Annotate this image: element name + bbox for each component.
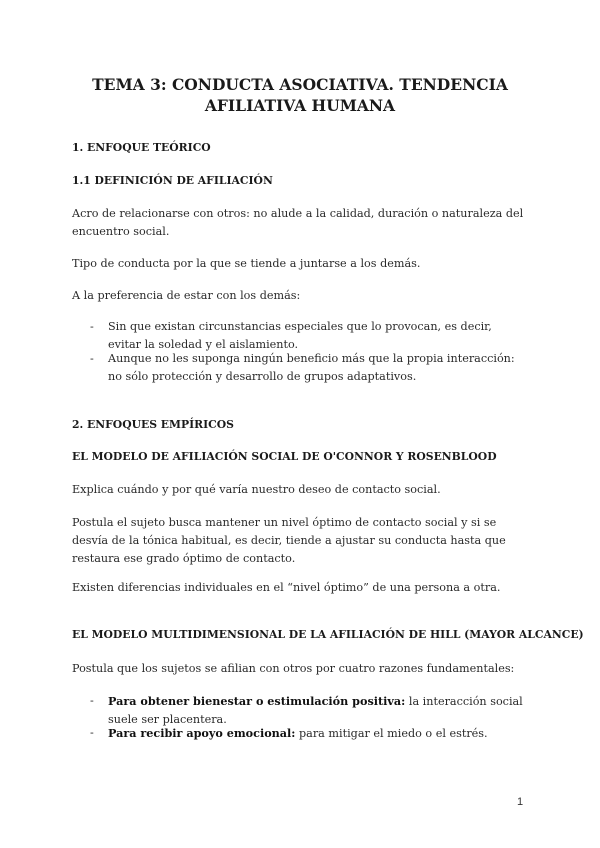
paragraph-modelo1-2: Postula el sujeto busca mantener un nivel óptimo de contacto social y si se desvía de la tónica habitual, es decir, tiende a ajustar su conducta hasta que restaura ese grado óptimo de contacto. xyxy=(72,516,506,565)
model-heading-hill: EL MODELO MULTIDIMENSIONAL DE LA AFILIACIÓN DE HILL (MAYOR ALCANCE) xyxy=(72,628,584,641)
paragraph-modelo1-1: Explica cuándo y por qué varía nuestro deseo de contacto social. xyxy=(72,483,441,496)
list-bullet: - xyxy=(90,726,94,739)
list-bullet: - xyxy=(90,694,94,707)
section-heading-enfoques-empiricos: 2. ENFOQUES EMPÍRICOS xyxy=(72,418,234,431)
list-item: Sin que existan circunstancias especiales que lo provocan, es decir, evitar la soledad y el aislamiento. xyxy=(108,320,492,351)
paragraph-definicion-3: A la preferencia de estar con los demás: xyxy=(72,289,301,302)
paragraph-modelo1-3: Existen diferencias individuales en el “nivel óptimo” de una persona a otra. xyxy=(72,581,501,594)
list-bullet: - xyxy=(90,352,94,365)
model-heading-oconnor: EL MODELO DE AFILIACIÓN SOCIAL DE O'CONNOR Y ROSENBLOOD xyxy=(72,450,497,463)
paragraph-definicion-1: Acro de relacionarse con otros: no alude a la calidad, duración o naturaleza del encuentro social. xyxy=(72,207,524,238)
list-item: Aunque no les suponga ningún beneficio más que la propia interacción: no sólo protección y desarrollo de grupos adaptativos. xyxy=(108,352,515,383)
page-number: 1 xyxy=(517,796,524,808)
list-item-text: para mitigar el miedo o el estrés. xyxy=(295,727,488,740)
list-item-text: la interacción social suele ser placentera. xyxy=(108,695,523,726)
paragraph-definicion-2: Tipo de conducta por la que se tiende a juntarse a los demás. xyxy=(72,257,421,270)
list-bullet: - xyxy=(90,320,94,333)
paragraph-modelo2-1: Postula que los sujetos se afilian con otros por cuatro razones fundamentales: xyxy=(72,662,515,675)
list-item xyxy=(108,724,528,743)
section-heading-enfoque-teorico: 1. ENFOQUE TEÓRICO xyxy=(72,141,211,154)
list-item-bold: Para recibir apoyo emocional: xyxy=(108,726,296,740)
subsection-heading-definicion: 1.1 DEFINICIÓN DE AFILIACIÓN xyxy=(72,174,273,187)
list-item-bold: Para obtener bienestar o estimulación positiva: xyxy=(108,694,406,708)
page-title: TEMA 3: CONDUCTA ASOCIATIVA. TENDENCIA AFILIATIVA HUMANA xyxy=(92,75,508,115)
